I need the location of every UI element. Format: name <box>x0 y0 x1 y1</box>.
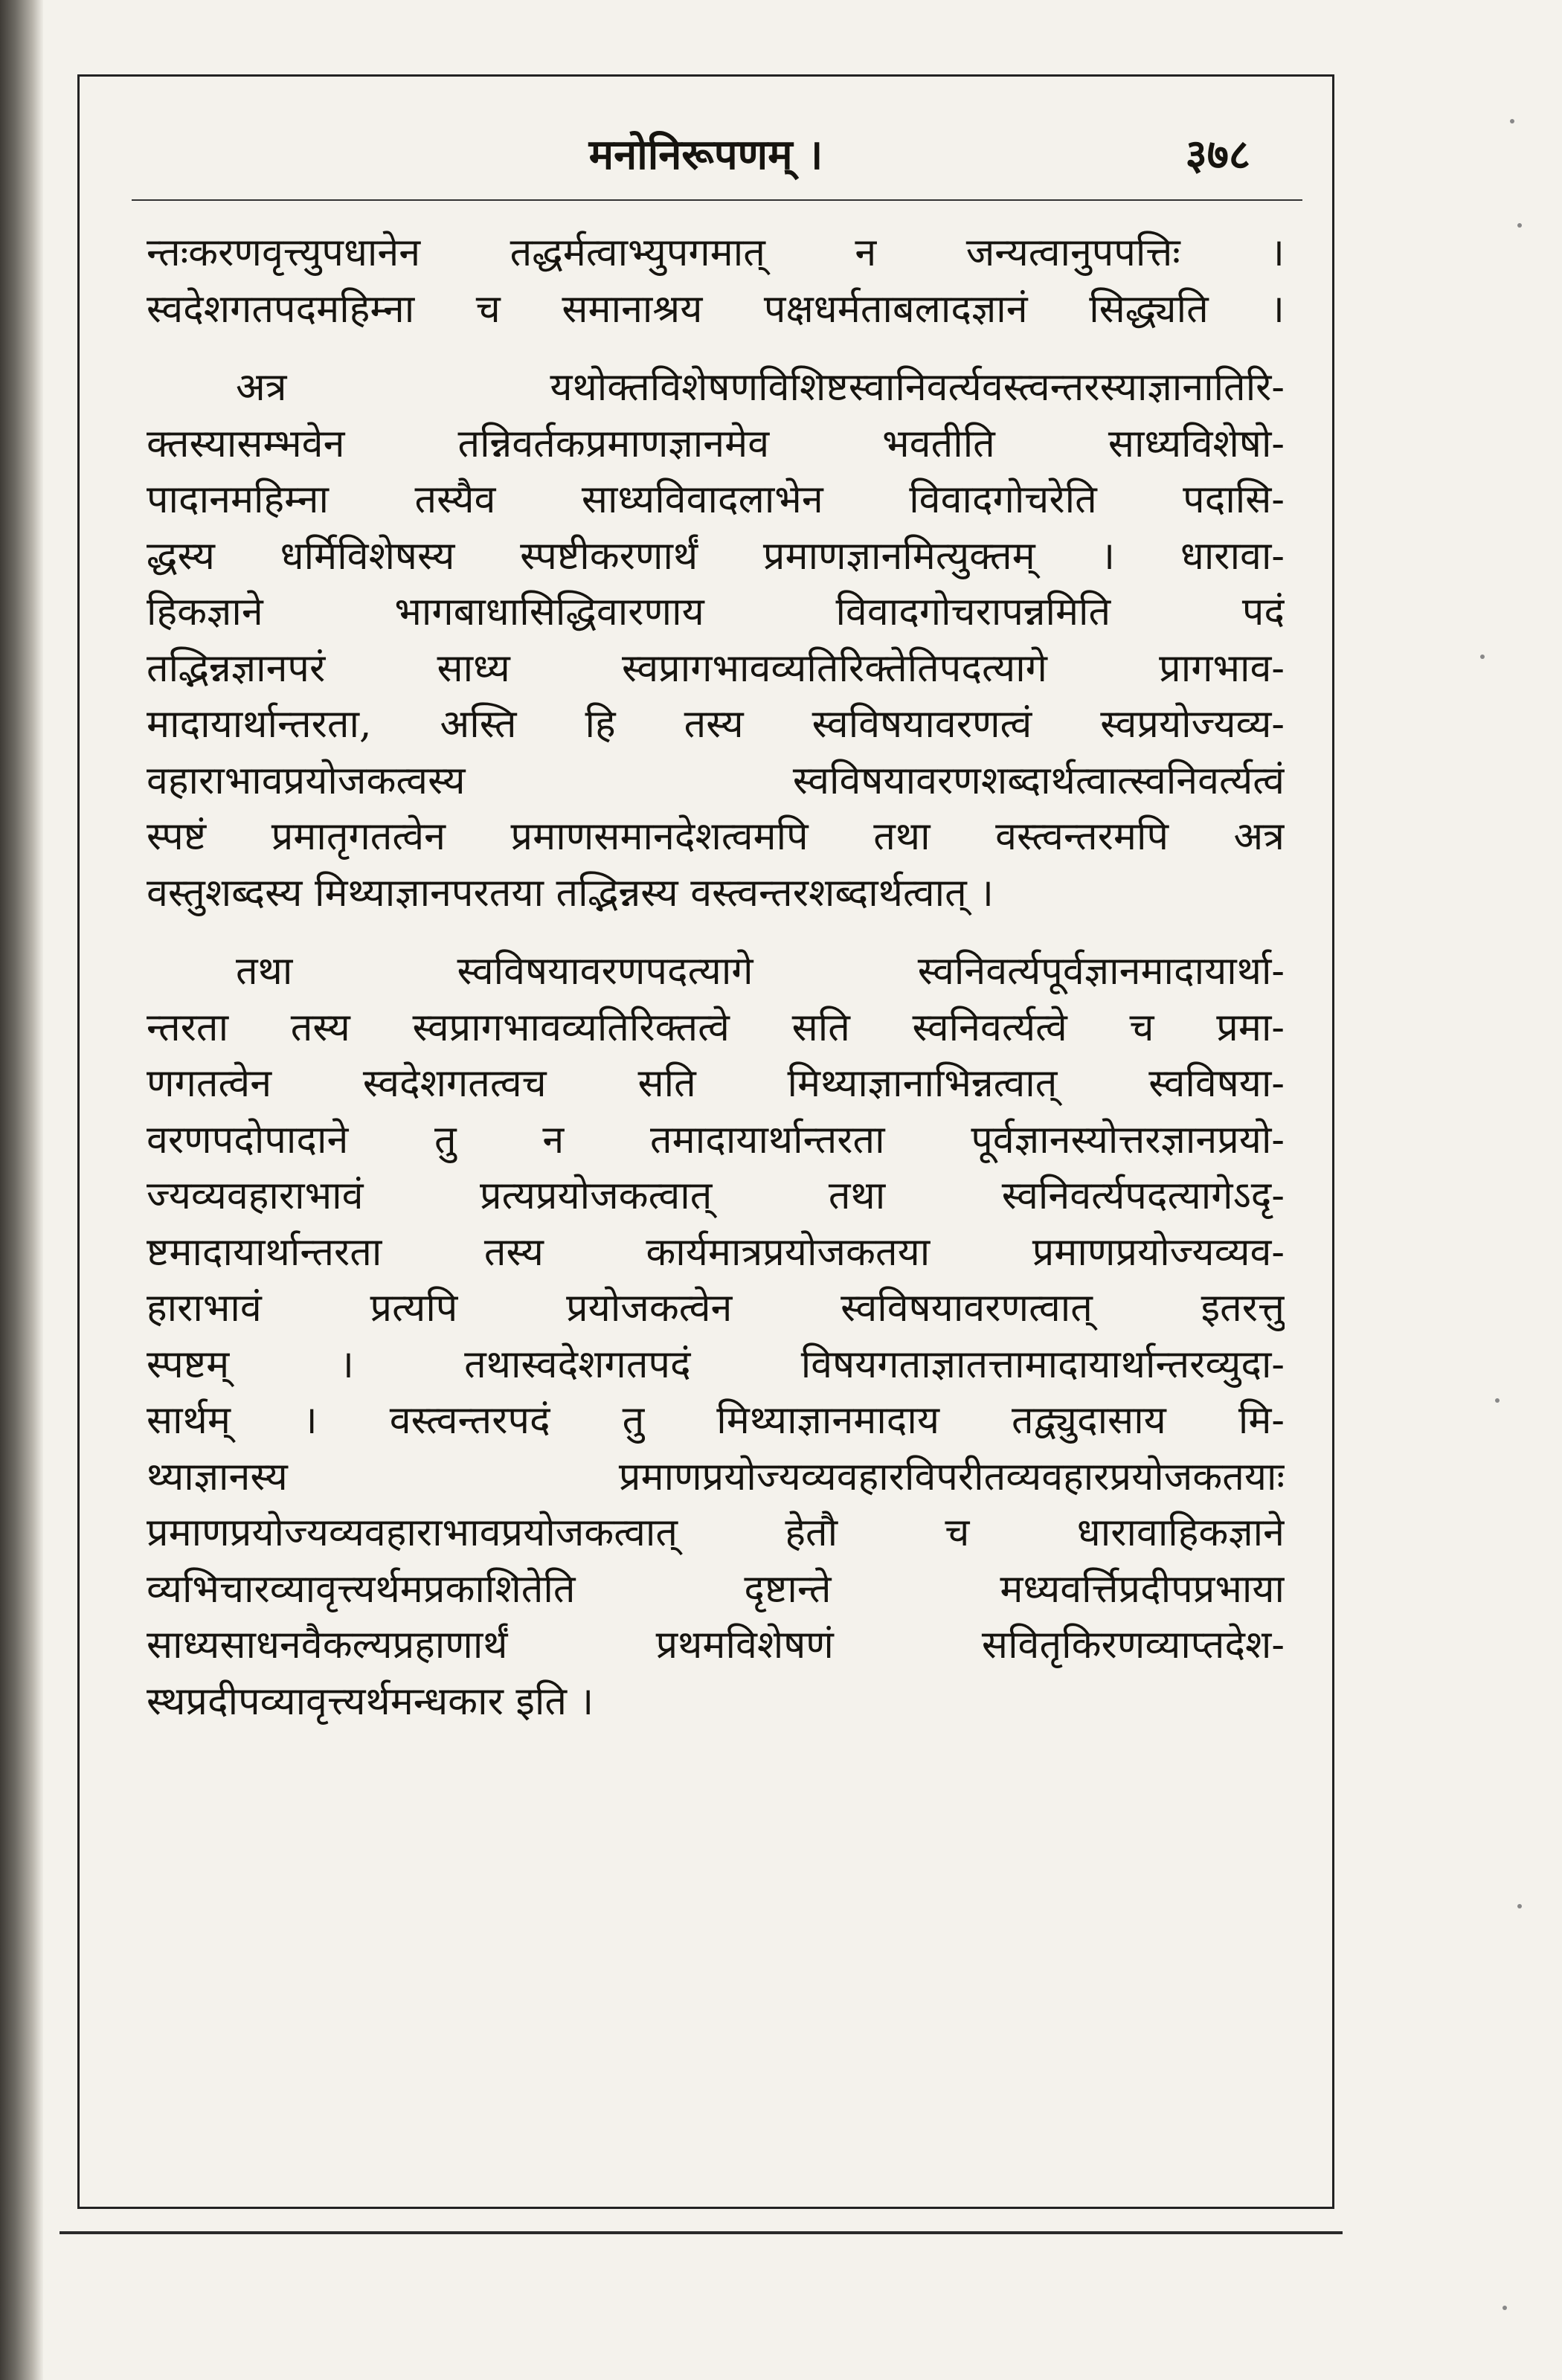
page-header <box>80 121 1332 188</box>
text-line: साध्यसाधनवैकल्यप्रहाणार्थं प्रथमविशेषणं सवितृकिरणव्याप्तदेश- <box>147 1623 1285 1667</box>
text-line: णगतत्वेन स्वदेशगतत्वच सति मिथ्याज्ञानाभिन्नत्वात् स्वविषया- <box>147 1061 1285 1106</box>
header-rule <box>132 199 1302 201</box>
text-line: स्पष्टम् । तथास्वदेशगतपदं विषयगताज्ञातत्तामादायार्थान्तरव्युदा- <box>147 1342 1285 1387</box>
text-line: तद्भिन्नज्ञानपरं साध्य स्वप्रागभावव्यतिरिक्तेतिपदत्यागे प्रागभाव- <box>147 646 1285 691</box>
text-line: मादायार्थान्तरता, अस्ति हि तस्य स्वविषयावरणत्वं स्वप्रयोज्यव्य- <box>147 702 1285 747</box>
text-line: सार्थम् । वस्त्वन्तरपदं तु मिथ्याज्ञानमादाय तद्व्युदासाय मि- <box>147 1398 1285 1443</box>
text-line: वस्तुशब्दस्य मिथ्याज्ञानपरतया तद्भिन्नस्य वस्त्वन्तरशब्दार्थत्वात् । <box>147 870 994 916</box>
paragraph-1 <box>147 225 1285 338</box>
text-line: व्यभिचारव्यावृत्त्यर्थमप्रकाशितेति दृष्टान्ते मध्यवर्त्तिप्रदीपप्रभाया <box>147 1566 1285 1612</box>
text-line: ष्टमादायार्थान्तरता तस्य कार्यमात्रप्रयोजकतया प्रमाणप्रयोज्यव्यव- <box>147 1229 1285 1275</box>
paragraph-2 <box>147 360 1285 922</box>
text-line: हिकज्ञाने भागबाधासिद्धिवारणाय विवादगोचरापन्नमिति पदं <box>147 590 1285 634</box>
text-line: वरणपदोपादाने तु न तमादायार्थान्तरता पूर्वज्ञानस्योत्तरज्ञानप्रयो- <box>147 1117 1285 1162</box>
scan-binding-shadow <box>0 0 43 2380</box>
page-number: ३७८ <box>1185 130 1250 179</box>
page-frame <box>77 74 1334 2209</box>
text-line: न्तरता तस्य स्वप्रागभावव्यतिरिक्तत्वे सति स्वनिवर्त्यत्वे च प्रमा- <box>147 1005 1285 1050</box>
text-line: प्रमाणप्रयोज्यव्यवहाराभावप्रयोजकत्वात् हेतौ च धारावाहिकज्ञाने <box>147 1511 1285 1555</box>
bottom-rule <box>60 2231 1343 2234</box>
text-line: स्थप्रदीपव्यावृत्त्यर्थमन्धकार इति । <box>147 1679 594 1724</box>
text-line: स्वदेशगतपदमहिम्ना च समानाश्रय पक्षधर्मताबलादज्ञानं सिद्ध्यति । <box>147 286 1285 332</box>
text-line: वहाराभावप्रयोजकत्वस्य स्वविषयावरणशब्दार्थत्वात्स्वनिवर्त्यत्वं <box>147 758 1285 803</box>
text-line: थ्याज्ञानस्य प्रमाणप्रयोज्यव्यवहारविपरीतव्यवहारप्रयोजकतयाः <box>147 1454 1285 1499</box>
running-title: मनोनिरूपणम् । <box>588 130 823 179</box>
text-line: ज्यव्यवहाराभावं प्रत्यप्रयोजकत्वात् तथा स्वनिवर्त्यपदत्यागेऽदृ- <box>147 1174 1285 1218</box>
body-text <box>147 225 1285 1730</box>
text-line: अत्र यथोक्तविशेषणविशिष्टस्वानिवर्त्यवस्त्वन्तरस्याज्ञानातिरि- <box>236 365 1285 410</box>
text-line: न्तःकरणवृत्त्युपधानेन तद्धर्मत्वाभ्युपगमात् न जन्यत्वानुपपत्तिः । <box>147 231 1285 275</box>
text-line: क्तस्यासम्भवेन तन्निवर्तकप्रमाणज्ञानमेव भवतीति साध्यविशेषो- <box>147 421 1285 466</box>
text-line: हाराभावं प्रत्यपि प्रयोजकत्वेन स्वविषयावरणत्वात् इतरत्तु <box>147 1286 1285 1331</box>
text-line: पादानमहिम्ना तस्यैव साध्यविवादलाभेन विवादगोचरेति पदासि- <box>147 477 1285 522</box>
text-line: तथा स्वविषयावरणपदत्यागे स्वनिवर्त्यपूर्वज्ञानमादायार्था- <box>236 949 1285 994</box>
paragraph-3 <box>147 944 1285 1730</box>
text-line: द्धस्य धर्मिविशेषस्य स्पष्टीकरणार्थं प्रमाणज्ञानमित्युक्तम् । धारावा- <box>147 533 1285 579</box>
text-line: स्पष्टं प्रमातृगतत्वेन प्रमाणसमानदेशत्वमपि तथा वस्त्वन्तरमपि अत्र <box>147 814 1285 859</box>
